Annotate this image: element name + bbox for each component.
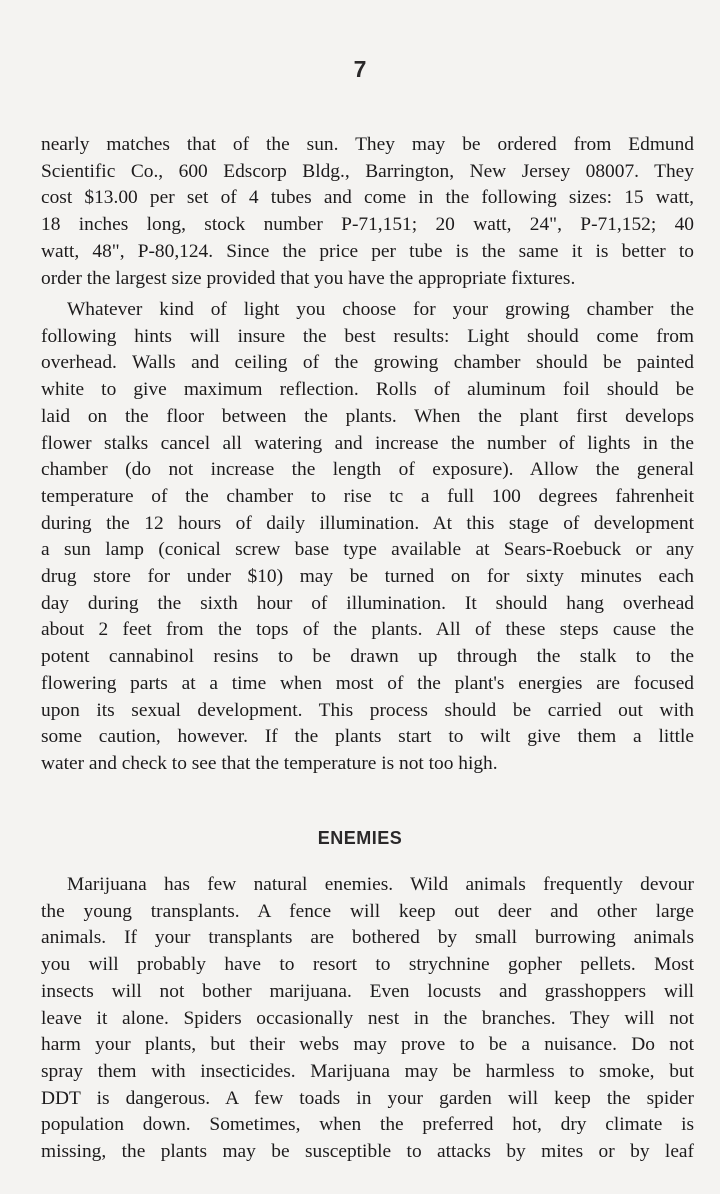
text-line: Scientific Co., 600 Edscorp Bldg., Barrington, New Jersey 08007. They — [41, 160, 694, 182]
text-line: following hints will insure the best results: Light should come from — [41, 325, 694, 347]
text-line: chamber (do not increase the length of exposure). Allow the general — [41, 459, 694, 481]
page-number: 7 — [353, 56, 367, 82]
text-line: drug store for under $10) may be turned on for sixty minutes each — [41, 566, 694, 588]
section-heading-enemies: ENEMIES — [317, 828, 403, 848]
text-line: flower stalks cancel all watering and increase the number of lights in the — [41, 432, 694, 454]
text-line: leave it alone. Spiders occasionally nest in the branches. They will not — [41, 1007, 694, 1029]
text-line: laid on the floor between the plants. When the plant first develops — [41, 405, 694, 427]
text-line: insects will not bother marijuana. Even locusts and grasshoppers will — [41, 980, 694, 1002]
text-line: 18 inches long, stock number P-71,151; 20 watt, 24", P-71,152; 40 — [41, 214, 694, 236]
text-line: Whatever kind of light you choose for your growing chamber the — [67, 299, 694, 320]
text-line: white to give maximum reflection. Rolls of aluminum foil should be — [41, 379, 694, 401]
text-line: watt, 48", P-80,124. Since the price per tube is the same it is better to — [41, 240, 694, 262]
text-line: day during the sixth hour of illumination. It should hang overhead — [41, 592, 694, 614]
text-line: some caution, however. If the plants start to wilt give them a little — [41, 726, 694, 748]
text-line: you will probably have to resort to strychnine gopher pellets. Most — [41, 954, 694, 976]
text-line: a sun lamp (conical screw base type available at Sears-Roebuck or any — [41, 539, 694, 561]
text-line: potent cannabinol resins to be drawn up through the stalk to the — [41, 646, 694, 668]
text-line: harm your plants, but their webs may prove to be a nuisance. Do not — [41, 1034, 694, 1056]
paragraph-growing-hints — [41, 297, 694, 778]
text-line: during the 12 hours of daily illumination. At this stage of development — [41, 512, 694, 534]
text-line: flowering parts at a time when most of the plant's energies are focused — [41, 672, 694, 694]
text-line: the young transplants. A fence will keep out deer and other large — [41, 900, 694, 922]
text-line: DDT is dangerous. A few toads in your garden will keep the spider — [41, 1087, 694, 1109]
paragraph-enemies — [41, 872, 694, 1166]
text-line: nearly matches that of the sun. They may be ordered from Edmund — [41, 134, 694, 155]
text-line: missing, the plants may be susceptible to attacks by mites or by leaf — [41, 1141, 694, 1163]
text-line: temperature of the chamber to rise tc a full 100 degrees fahrenheit — [41, 485, 694, 507]
text-line: Marijuana has few natural enemies. Wild animals frequently devour — [67, 874, 694, 895]
text-line: spray them with insecticides. Marijuana may be harmless to smoke, but — [41, 1060, 694, 1082]
text-line: population down. Sometimes, when the preferred hot, dry climate is — [41, 1114, 694, 1136]
text-line: upon its sexual development. This process should be carried out with — [41, 699, 694, 721]
text-line: order the largest size provided that you have the appropriate fixtures. — [41, 267, 576, 289]
text-line: about 2 feet from the tops of the plants. All of these steps cause the — [41, 619, 694, 641]
text-line: animals. If your transplants are bothered by small burrowing animals — [41, 927, 694, 949]
text-line: overhead. Walls and ceiling of the growing chamber should be painted — [41, 352, 694, 374]
paragraph-light-source — [41, 132, 694, 292]
text-line: water and check to see that the temperature is not too high. — [41, 752, 498, 774]
text-line: cost $13.00 per set of 4 tubes and come in the following sizes: 15 watt, — [41, 187, 694, 209]
